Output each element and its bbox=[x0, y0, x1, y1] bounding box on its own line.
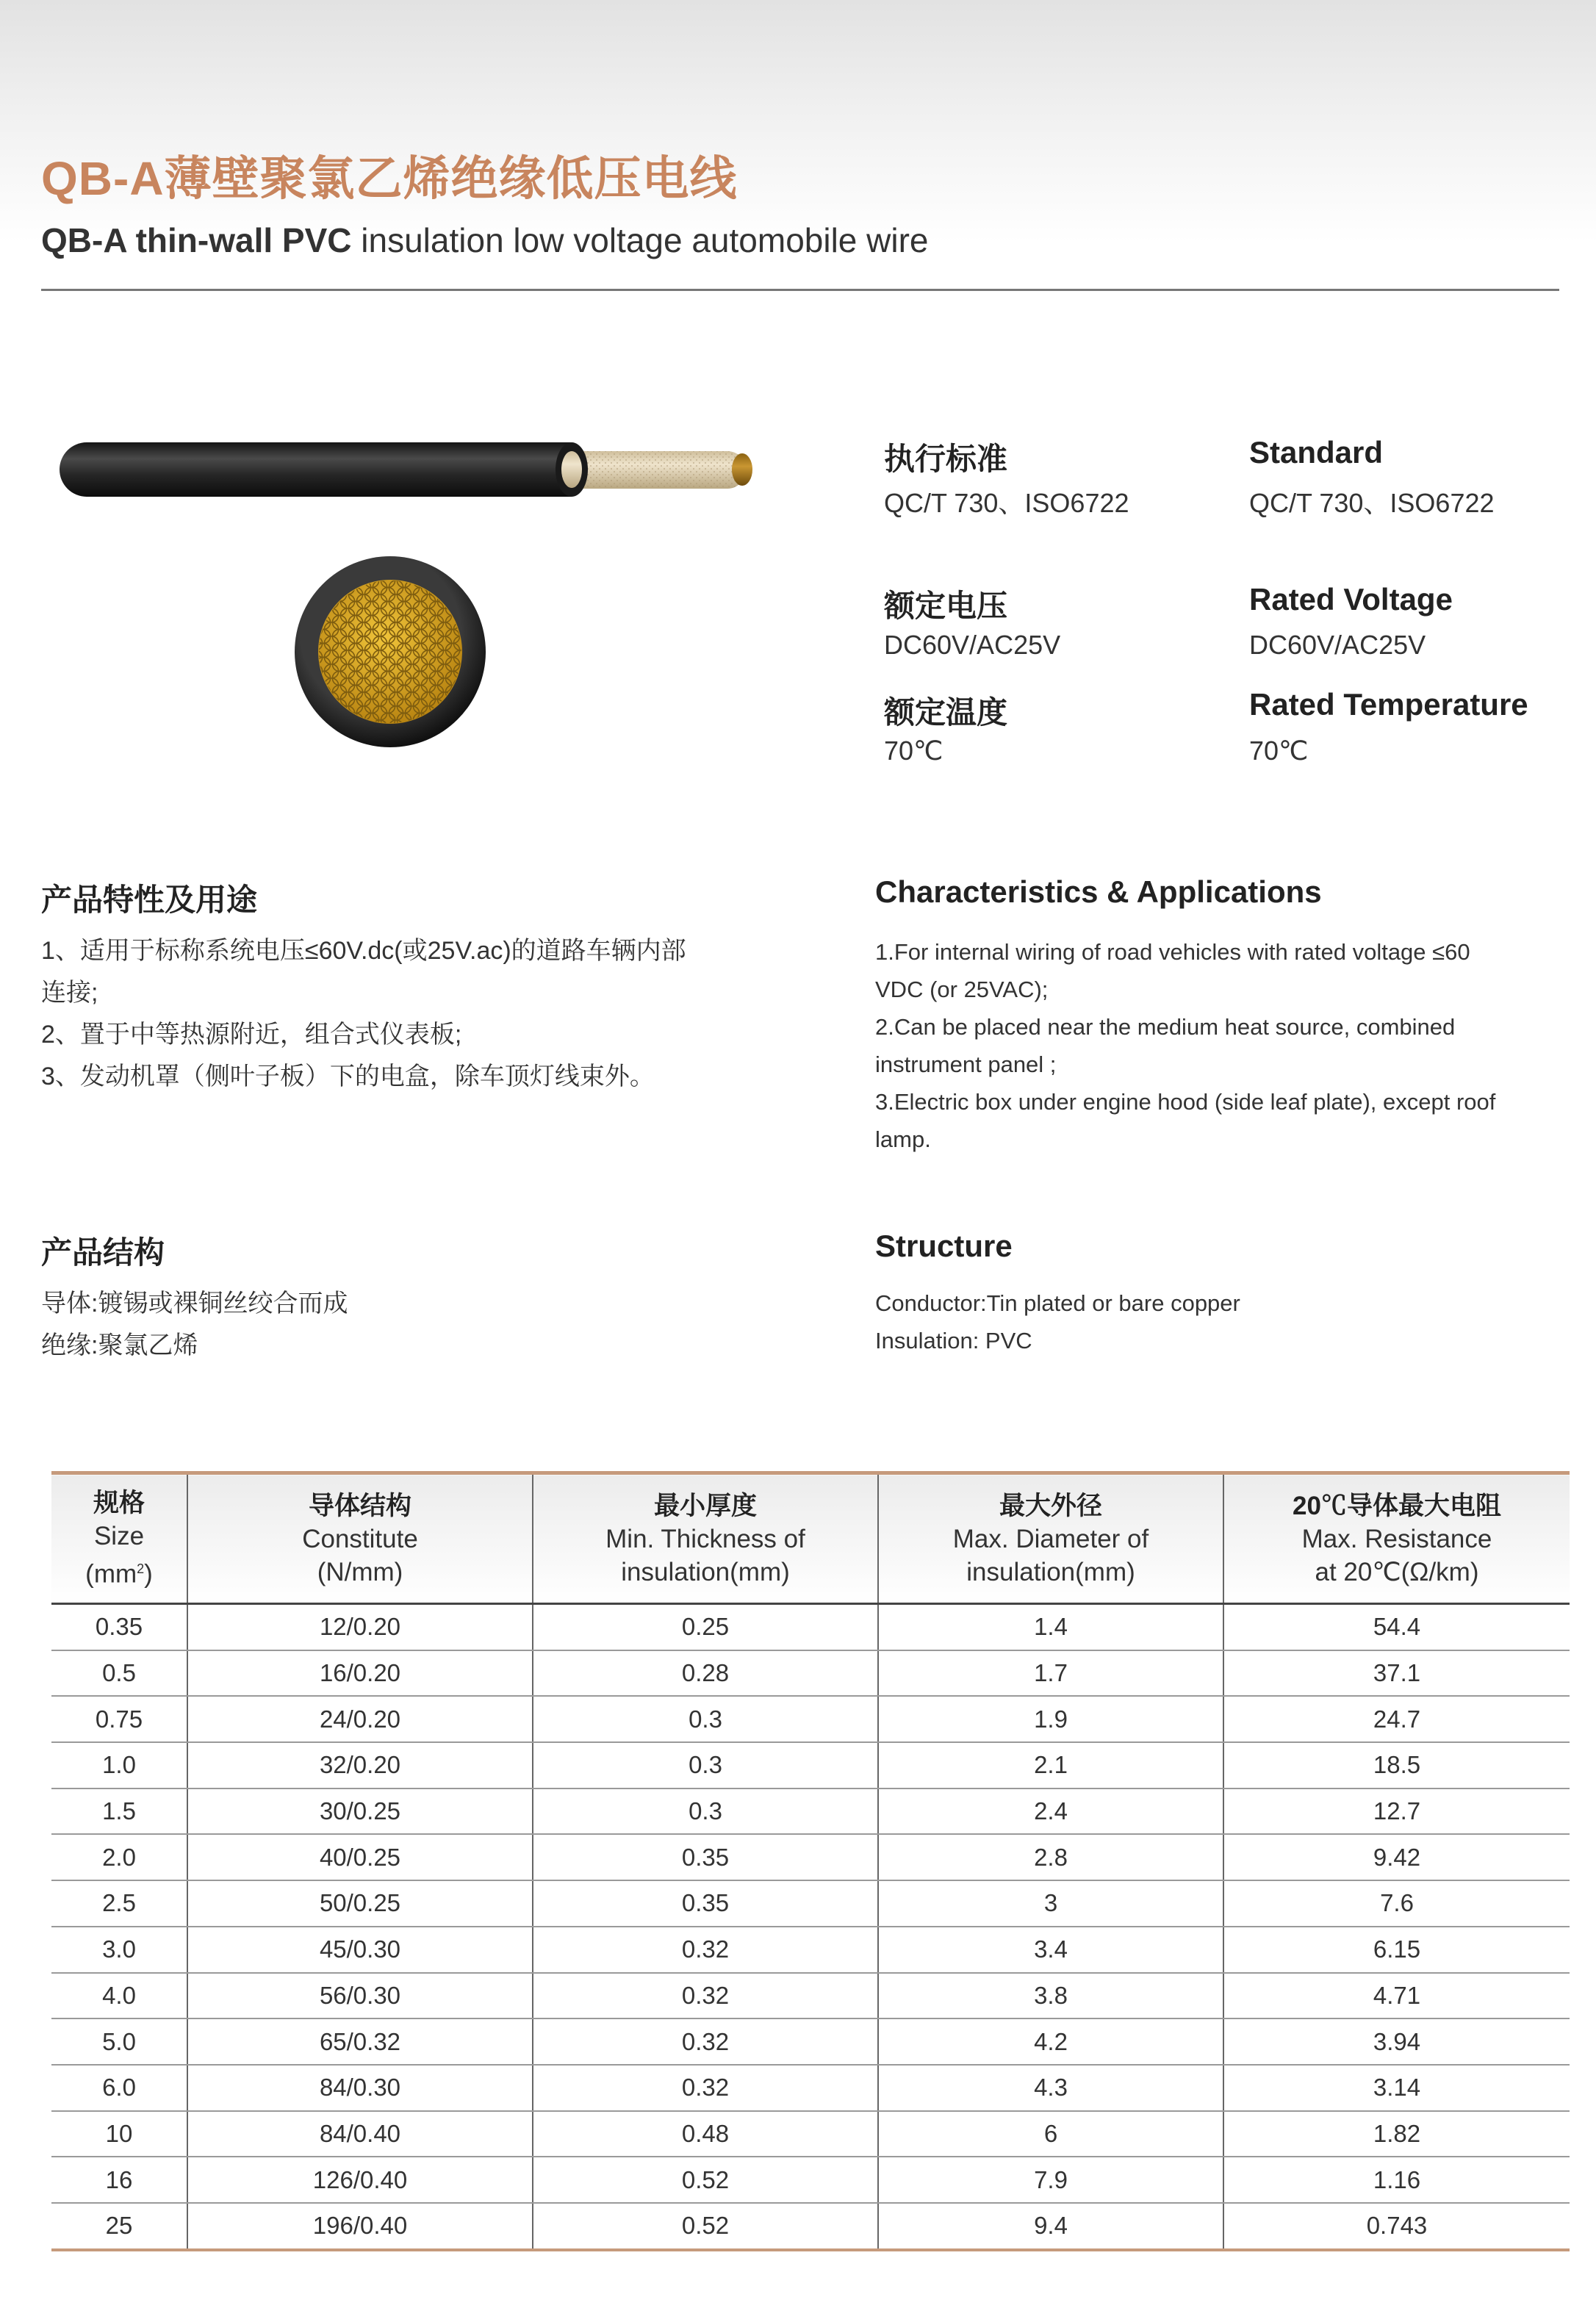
characteristics-title-en: Characteristics & Applications bbox=[875, 874, 1322, 909]
cell-max-resistance: 24.7 bbox=[1223, 1696, 1570, 1742]
spec-standard-label-cn: 执行标准 bbox=[884, 442, 1008, 476]
cell-size: 1.0 bbox=[51, 1742, 187, 1788]
table-row bbox=[51, 2065, 1570, 2111]
header-constitute bbox=[187, 1473, 533, 1604]
characteristics-line-en: 3.Electric box under engine hood (side leaf plate), except roof bbox=[875, 1089, 1496, 1115]
spec-standard-value-en: QC/T 730、ISO6722 bbox=[1249, 488, 1495, 518]
cell-min-thickness: 0.48 bbox=[533, 2111, 878, 2157]
cell-max-diameter: 1.4 bbox=[878, 1604, 1223, 1650]
characteristics-line-cn: 连接; bbox=[41, 979, 98, 1007]
spec-temperature-value-cn: 70℃ bbox=[884, 736, 943, 766]
cell-max-resistance: 12.7 bbox=[1223, 1788, 1570, 1835]
header-en: Max. Diameter of bbox=[952, 1524, 1149, 1553]
header-en: Constitute bbox=[302, 1524, 418, 1553]
characteristics-line-en: instrument panel ; bbox=[875, 1051, 1057, 1077]
cell-max-diameter: 3.8 bbox=[878, 1973, 1223, 2019]
cell-constitute: 30/0.25 bbox=[187, 1788, 533, 1835]
table-row bbox=[51, 1973, 1570, 2019]
structure-line-cn: 导体:镀锡或裸铜丝绞合而成 bbox=[41, 1290, 348, 1317]
cell-size: 25 bbox=[51, 2203, 187, 2250]
cell-size: 16 bbox=[51, 2157, 187, 2203]
cell-size: 10 bbox=[51, 2111, 187, 2157]
cell-max-resistance: 4.71 bbox=[1223, 1973, 1570, 2019]
cell-size: 5.0 bbox=[51, 2018, 187, 2065]
characteristics-text-cn bbox=[41, 930, 686, 1098]
cell-min-thickness: 0.3 bbox=[533, 1742, 878, 1788]
characteristics-line-en: VDC (or 25VAC); bbox=[875, 977, 1049, 1002]
cell-constitute: 12/0.20 bbox=[187, 1604, 533, 1650]
cell-min-thickness: 0.25 bbox=[533, 1604, 878, 1650]
cell-min-thickness: 0.35 bbox=[533, 1834, 878, 1880]
header-cn: 20℃导体最大电阻 bbox=[1293, 1491, 1501, 1520]
spec-voltage-label-cn: 额定电压 bbox=[884, 589, 1008, 623]
cell-min-thickness: 0.3 bbox=[533, 1788, 878, 1835]
cell-max-diameter: 3.4 bbox=[878, 1927, 1223, 1973]
characteristics-line-en: 2.Can be placed near the medium heat source, combined bbox=[875, 1014, 1456, 1040]
cell-max-resistance: 1.82 bbox=[1223, 2111, 1570, 2157]
structure-text-en bbox=[875, 1284, 1240, 1359]
cell-constitute: 32/0.20 bbox=[187, 1742, 533, 1788]
cell-max-resistance: 0.743 bbox=[1223, 2203, 1570, 2250]
header-en: Size bbox=[93, 1522, 145, 1551]
table-row bbox=[51, 1742, 1570, 1788]
cell-max-resistance: 37.1 bbox=[1223, 1650, 1570, 1697]
header-cn: 规格 bbox=[93, 1489, 145, 1518]
header-min-thickness bbox=[533, 1473, 878, 1604]
structure-line-en: Insulation: PVC bbox=[875, 1328, 1032, 1353]
cell-constitute: 50/0.25 bbox=[187, 1880, 533, 1927]
cell-max-diameter: 2.8 bbox=[878, 1834, 1223, 1880]
cell-max-resistance: 1.16 bbox=[1223, 2157, 1570, 2203]
table-row bbox=[51, 1650, 1570, 1697]
structure-line-en: Conductor:Tin plated or bare copper bbox=[875, 1290, 1240, 1316]
cell-max-diameter: 7.9 bbox=[878, 2157, 1223, 2203]
table-row bbox=[51, 2111, 1570, 2157]
cell-max-resistance: 18.5 bbox=[1223, 1742, 1570, 1788]
cell-min-thickness: 0.28 bbox=[533, 1650, 878, 1697]
header-cn: 导体结构 bbox=[308, 1491, 411, 1520]
header-en: Min. Thickness of bbox=[605, 1524, 805, 1553]
characteristics-line-cn: 3、发动机罩（侧叶子板）下的电盒，除车顶灯线束外。 bbox=[41, 1063, 655, 1090]
header-en-unit: (N/mm) bbox=[317, 1557, 403, 1586]
wire-side-illustration bbox=[57, 438, 755, 504]
cell-constitute: 126/0.40 bbox=[187, 2157, 533, 2203]
characteristics-line-en: lamp. bbox=[875, 1126, 931, 1152]
spec-standard-value-cn: QC/T 730、ISO6722 bbox=[884, 488, 1129, 518]
cell-max-diameter: 2.1 bbox=[878, 1742, 1223, 1788]
spec-temperature-value-en: 70℃ bbox=[1249, 736, 1309, 766]
characteristics-title-cn: 产品特性及用途 bbox=[41, 882, 258, 917]
spec-standard-label-en: Standard bbox=[1249, 435, 1384, 470]
structure-text-cn bbox=[41, 1283, 348, 1367]
spec-temperature-label-en: Rated Temperature bbox=[1249, 687, 1528, 722]
cell-max-diameter: 2.4 bbox=[878, 1788, 1223, 1835]
cell-min-thickness: 0.32 bbox=[533, 1973, 878, 2019]
spec-table-container bbox=[51, 1471, 1570, 2251]
table-row bbox=[51, 1834, 1570, 1880]
cell-size: 2.5 bbox=[51, 1880, 187, 1927]
cell-size: 6.0 bbox=[51, 2065, 187, 2111]
header-en-unit bbox=[51, 1553, 187, 1591]
cell-size: 1.5 bbox=[51, 1788, 187, 1835]
cell-constitute: 24/0.20 bbox=[187, 1696, 533, 1742]
characteristics-line-en: 1.For internal wiring of road vehicles with rated voltage ≤60 bbox=[875, 939, 1470, 965]
cell-size: 0.35 bbox=[51, 1604, 187, 1650]
cell-max-diameter: 1.9 bbox=[878, 1696, 1223, 1742]
cell-min-thickness: 0.32 bbox=[533, 2018, 878, 2065]
cell-size: 0.75 bbox=[51, 1696, 187, 1742]
cell-max-diameter: 9.4 bbox=[878, 2203, 1223, 2250]
header-en-unit-sup: 2 bbox=[137, 1561, 145, 1577]
table-row bbox=[51, 1604, 1570, 1650]
characteristics-text-en bbox=[875, 933, 1495, 1158]
cell-constitute: 65/0.32 bbox=[187, 2018, 533, 2065]
table-header-row bbox=[51, 1473, 1570, 1604]
cell-constitute: 40/0.25 bbox=[187, 1834, 533, 1880]
cell-max-resistance: 3.94 bbox=[1223, 2018, 1570, 2065]
cell-constitute: 16/0.20 bbox=[187, 1650, 533, 1697]
cell-constitute: 84/0.40 bbox=[187, 2111, 533, 2157]
header-en-unit: insulation(mm) bbox=[621, 1557, 790, 1586]
table-row bbox=[51, 2157, 1570, 2203]
structure-title-en: Structure bbox=[875, 1229, 1013, 1263]
cell-min-thickness: 0.52 bbox=[533, 2203, 878, 2250]
spec-voltage-value-cn: DC60V/AC25V bbox=[884, 630, 1061, 660]
cell-min-thickness: 0.52 bbox=[533, 2157, 878, 2203]
header-en-unit: at 20℃(Ω/km) bbox=[1315, 1557, 1479, 1586]
cell-size: 3.0 bbox=[51, 1927, 187, 1973]
cell-max-resistance: 3.14 bbox=[1223, 2065, 1570, 2111]
header-max-diameter bbox=[878, 1473, 1223, 1604]
cell-constitute: 84/0.30 bbox=[187, 2065, 533, 2111]
table-row bbox=[51, 1788, 1570, 1835]
cell-size: 2.0 bbox=[51, 1834, 187, 1880]
cell-min-thickness: 0.3 bbox=[533, 1696, 878, 1742]
title-en-bold: QB-A thin-wall PVC bbox=[41, 221, 352, 259]
header-cn: 最大外径 bbox=[999, 1491, 1102, 1520]
wire-cross-section-illustration bbox=[291, 553, 489, 751]
cell-max-resistance: 9.42 bbox=[1223, 1834, 1570, 1880]
cell-max-diameter: 4.3 bbox=[878, 2065, 1223, 2111]
cell-max-resistance: 54.4 bbox=[1223, 1604, 1570, 1650]
table-row bbox=[51, 2018, 1570, 2065]
header-en-unit: insulation(mm) bbox=[966, 1557, 1135, 1586]
cell-constitute: 45/0.30 bbox=[187, 1927, 533, 1973]
spec-voltage-value-en: DC60V/AC25V bbox=[1249, 630, 1426, 660]
page-title-en bbox=[41, 222, 929, 259]
cell-max-diameter: 1.7 bbox=[878, 1650, 1223, 1697]
cell-min-thickness: 0.32 bbox=[533, 2065, 878, 2111]
cell-size: 0.5 bbox=[51, 1650, 187, 1697]
table-row bbox=[51, 2203, 1570, 2250]
header-en-unit-tail: ) bbox=[144, 1559, 153, 1589]
characteristics-line-cn: 2、置于中等热源附近，组合式仪表板; bbox=[41, 1021, 462, 1049]
structure-line-cn: 绝缘:聚氯乙烯 bbox=[41, 1331, 198, 1359]
header-en: Max. Resistance bbox=[1301, 1524, 1492, 1553]
cell-constitute: 56/0.30 bbox=[187, 1973, 533, 2019]
title-divider bbox=[41, 289, 1559, 291]
cell-constitute: 196/0.40 bbox=[187, 2203, 533, 2250]
cell-max-diameter: 3 bbox=[878, 1880, 1223, 1927]
header-cn: 最小厚度 bbox=[653, 1491, 757, 1520]
header-size bbox=[51, 1473, 187, 1604]
table-row bbox=[51, 1696, 1570, 1742]
cell-min-thickness: 0.32 bbox=[533, 1927, 878, 1973]
page-title-cn: QB-A薄壁聚氯乙烯绝缘低压电线 bbox=[41, 152, 738, 205]
cell-max-diameter: 6 bbox=[878, 2111, 1223, 2157]
cell-min-thickness: 0.35 bbox=[533, 1880, 878, 1927]
table-row bbox=[51, 1927, 1570, 1973]
characteristics-line-cn: 1、适用于标称系统电压≤60V.dc(或25V.ac)的道路车辆内部 bbox=[41, 937, 686, 965]
header-en-unit-text: (mm bbox=[85, 1559, 137, 1589]
table-row bbox=[51, 1880, 1570, 1927]
cell-max-resistance: 6.15 bbox=[1223, 1927, 1570, 1973]
spec-voltage-label-en: Rated Voltage bbox=[1249, 582, 1453, 616]
spec-temperature-label-cn: 额定温度 bbox=[884, 695, 1008, 730]
structure-title-cn: 产品结构 bbox=[41, 1235, 165, 1270]
cell-max-diameter: 4.2 bbox=[878, 2018, 1223, 2065]
cell-size: 4.0 bbox=[51, 1973, 187, 2019]
cell-max-resistance: 7.6 bbox=[1223, 1880, 1570, 1927]
title-en-rest: insulation low voltage automobile wire bbox=[351, 221, 929, 259]
header-max-resistance bbox=[1223, 1473, 1570, 1604]
spec-table bbox=[51, 1471, 1570, 2251]
